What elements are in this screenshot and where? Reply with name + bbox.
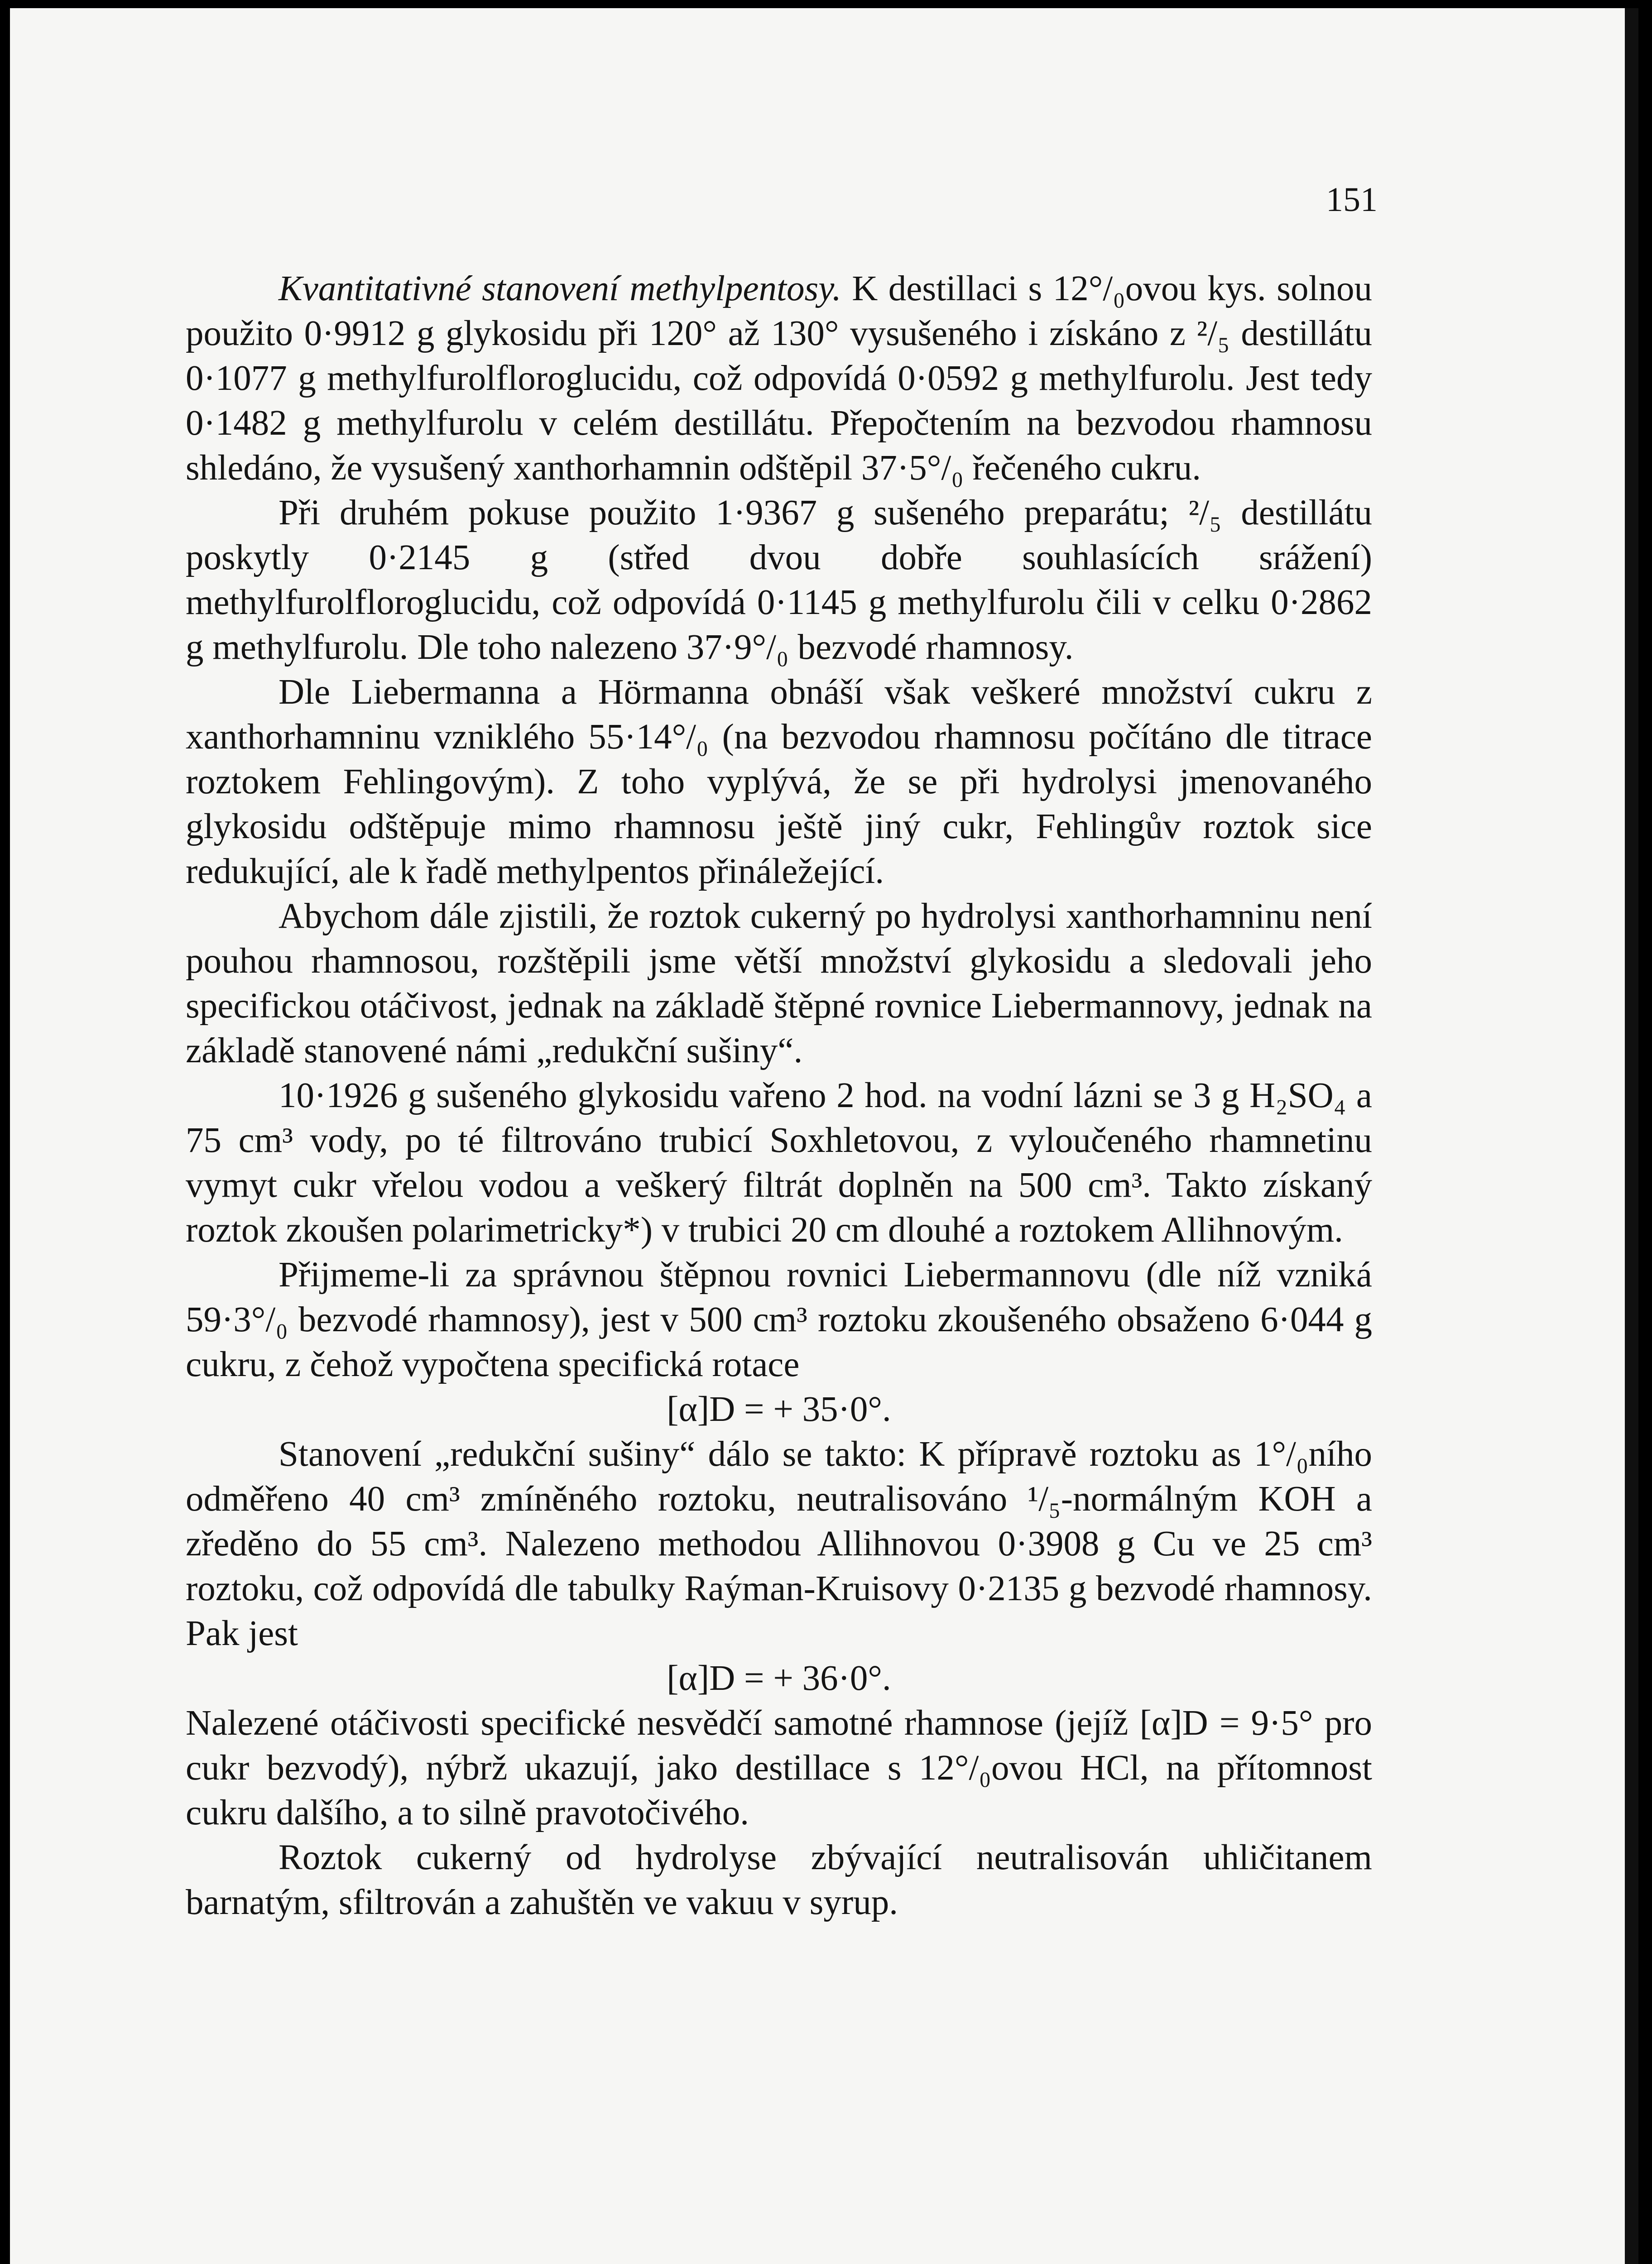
formula-1: [α]D = + 35·0°.: [667, 1390, 891, 1429]
body-text: [186, 266, 1372, 1925]
scan-edge-right: [1625, 8, 1638, 2264]
paragraph-1: [186, 266, 1372, 490]
paragraph-8: Nalezené otáčivosti specifické nesvědčí samotné rhamnose (jejíž [α]D = 9·5° pro cukr bezvodý), nýbrž ukazují, jako destillace s 12°/₀ovou HCl, na přítomnost cukru dalšího, a to silně pravotočivého.: [186, 1703, 1372, 1832]
section-heading: Kvantitativné stanovení methylpentosy.: [279, 269, 841, 308]
paragraph-1-text: K destillaci s 12°/₀ovou kys. solnou použito 0·9912 g glykosidu při 120° až 130° vysušeného i získáno z ²/₅ destillátu 0·1077 g methylfurolfloroglucidu, což odpovídá 0·0592 g methylfurolu. Jest tedy 0·1482 g methylfurolu v celém destillátu. Přepočtením na bezvodou rhamnosu shledáno, že vysušený xanthorhamnin odštěpil 37·5°/₀ řečeného cukru.: [186, 269, 1372, 488]
paragraph-7: Stanovení „redukční sušiny“ dálo se takto: K přípravě roztoku as 1°/₀ního odměřeno 40 cm³ zmíněného roztoku, neutralisováno ¹/₅-normálným KOH a zředěno do 55 cm³. Nalezeno methodou Allihnovou 0·3908 g Cu ve 25 cm³ roztoku, což odpovídá dle tabulky Raýman-Kruisovy 0·2135 g bezvodé rhamnosy. Pak jest: [186, 1434, 1372, 1653]
paragraph-3: Dle Liebermanna a Hörmanna obnáší však veškeré množství cukru z xanthorhamninu vzniklého 55·14°/₀ (na bezvodou rhamnosu počítáno dle titrace roztokem Fehlingovým). Z toho vyplývá, že se při hydrolysi jmenovaného glykosidu odštěpuje mimo rhamnosu ještě jiný cukr, Fehlingův roztok sice redukující, ale k řadě methylpentos přináležející.: [186, 672, 1372, 891]
paragraph-6: Přijmeme-li za správnou štěpnou rovnici Liebermannovu (dle níž vzniká 59·3°/₀ bezvodé rhamnosy), jest v 500 cm³ roztoku zkoušeného obsaženo 6·044 g cukru, z čehož vypočtena specifická rotace: [186, 1255, 1372, 1384]
paragraph-2: Při druhém pokuse použito 1·9367 g sušeného preparátu; ²/₅ destillátu poskytly 0·2145 g (střed dvou dobře souhlasících srážení) methylfurolfloroglucidu, což odpovídá 0·1145 g methylfurolu čili v celku 0·2862 g methylfurolu. Dle toho nalezeno 37·9°/₀ bezvodé rhamnosy.: [186, 493, 1372, 667]
formula-2: [α]D = + 36·0°.: [667, 1659, 891, 1698]
page-number: 151: [1326, 181, 1378, 219]
page: [10, 8, 1638, 2264]
paragraph-5: 10·1926 g sušeného glykosidu vařeno 2 hod. na vodní lázni se 3 g H₂SO₄ a 75 cm³ vody, po té filtrováno trubicí Soxhletovou, z vyloučeného rhamnetinu vymyt cukr vřelou vodou a veškerý filtrát doplněn na 500 cm³. Takto získaný roztok zkoušen polarimetricky*) v trubici 20 cm dlouhé a roztokem Allihnovým.: [186, 1076, 1372, 1250]
paragraph-4: Abychom dále zjistili, že roztok cukerný po hydrolysi xanthorhamninu není pouhou rhamnosou, rozštěpili jsme větší množství glykosidu a sledovali jeho specifickou otáčivost, jednak na základě štěpné rovnice Liebermannovy, jednak na základě stanovené námi „redukční sušiny“.: [186, 897, 1372, 1070]
paragraph-9: Roztok cukerný od hydrolyse zbývající neutralisován uhličitanem barnatým, sfiltrován a zahuštěn ve vakuu v syrup.: [186, 1838, 1372, 1922]
